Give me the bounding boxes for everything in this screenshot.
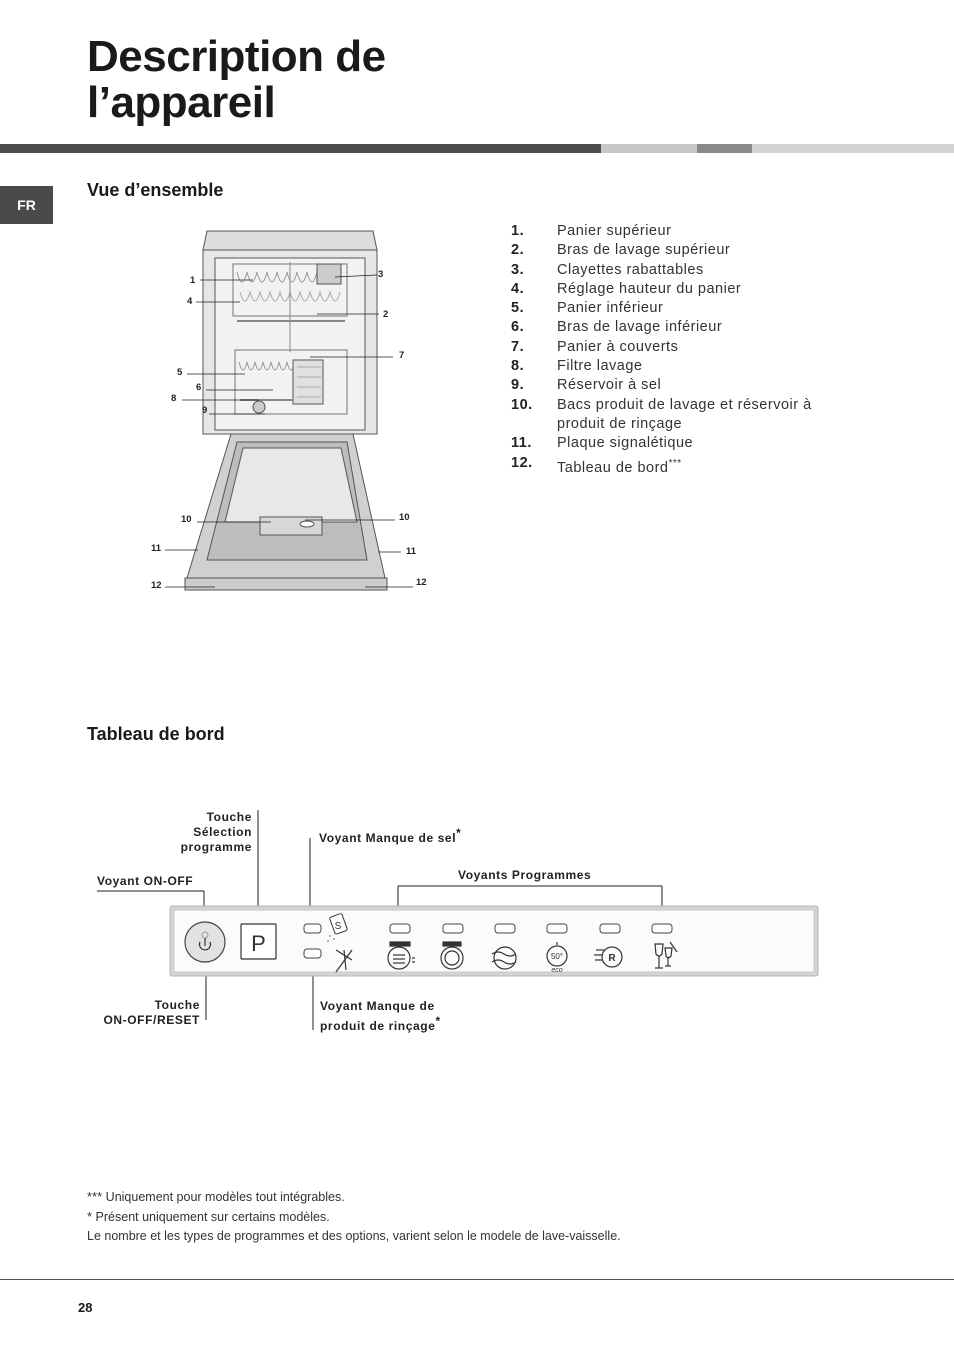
callout-10-left: 10 bbox=[181, 514, 192, 525]
header-bar-dark bbox=[0, 144, 601, 153]
program-led-1 bbox=[390, 924, 410, 933]
label-touche-on-off: Touche ON-OFF/RESET bbox=[103, 998, 200, 1027]
label-touche-selection: Touche Sélection programme bbox=[180, 810, 252, 854]
callout-7: 7 bbox=[399, 350, 405, 361]
callout-2: 2 bbox=[383, 309, 389, 320]
program-led-2 bbox=[443, 924, 463, 933]
footnotes bbox=[87, 1187, 621, 1246]
callout-1: 1 bbox=[190, 275, 196, 286]
list-item: 4. Réglage hauteur du panier bbox=[511, 280, 742, 297]
filter bbox=[253, 401, 265, 413]
program-button-label: P bbox=[251, 931, 266, 956]
door-panel bbox=[225, 448, 357, 522]
callout-9: 9 bbox=[202, 405, 208, 416]
list-item: 10. Bacs produit de lavage et réservoir à produit de rinçage bbox=[511, 396, 812, 432]
list-item: 6. Bras de lavage inférieur bbox=[511, 319, 723, 336]
callout-11-left: 11 bbox=[151, 543, 162, 554]
list-item: 7. Panier à couverts bbox=[511, 338, 679, 355]
header-bar bbox=[0, 144, 954, 153]
salt-led bbox=[304, 924, 321, 933]
footer-rule bbox=[0, 1279, 954, 1280]
callout-6: 6 bbox=[196, 382, 202, 393]
list-item: 8. Filtre lavage bbox=[511, 358, 643, 375]
rinse-aid-led bbox=[304, 949, 321, 958]
on-off-button[interactable] bbox=[185, 922, 225, 962]
callout-10-right: 10 bbox=[399, 512, 410, 523]
footnote: *** Uniquement pour modèles tout intégrables. bbox=[87, 1189, 345, 1204]
program-led-3 bbox=[495, 924, 515, 933]
label-voyant-sel: Voyant Manque de sel* bbox=[319, 826, 462, 845]
header-bar-light-2 bbox=[752, 144, 954, 153]
footnote: * Présent uniquement sur certains modèles. bbox=[87, 1209, 330, 1224]
callout-3: 3 bbox=[378, 269, 384, 280]
parts-list bbox=[511, 222, 851, 478]
control-panel-diagram bbox=[90, 810, 830, 1040]
footnote: Le nombre et les types de programmes et des options, varient selon le modele de lave-vaisselle. bbox=[87, 1229, 621, 1243]
title-line-2: l’appareil bbox=[87, 78, 276, 127]
callout-4: 4 bbox=[187, 296, 193, 307]
callout-12-left: 12 bbox=[151, 580, 162, 591]
header-bar-mid bbox=[697, 144, 752, 153]
page-number: 28 bbox=[78, 1300, 93, 1315]
panel-heading: Tableau de bord bbox=[87, 724, 225, 744]
svg-text:S: S bbox=[334, 921, 342, 932]
svg-text:50°: 50° bbox=[550, 952, 564, 961]
callout-12-right: 12 bbox=[416, 577, 427, 588]
label-voyants-programmes: Voyants Programmes bbox=[458, 868, 592, 882]
title-line-1: Description de bbox=[87, 32, 386, 81]
folding-racks bbox=[317, 264, 341, 284]
label-voyant-rincage: Voyant Manque de produit de rinçage* bbox=[320, 999, 441, 1033]
header-bar-light bbox=[601, 144, 697, 153]
language-tab: FR bbox=[0, 186, 53, 224]
list-item: 12. Tableau de bord*** bbox=[511, 454, 682, 476]
svg-text:R: R bbox=[608, 953, 616, 964]
label-voyant-on-off: Voyant ON-OFF bbox=[97, 874, 194, 888]
program-button[interactable] bbox=[241, 924, 276, 959]
overview-heading: Vue d’ensemble bbox=[87, 180, 224, 200]
svg-text:eco: eco bbox=[551, 967, 563, 974]
page-title bbox=[87, 34, 386, 126]
program-led-5 bbox=[600, 924, 620, 933]
list-item: 2. Bras de lavage supérieur bbox=[511, 242, 731, 259]
list-item: 1. Panier supérieur bbox=[511, 223, 672, 239]
control-panel-strip bbox=[185, 578, 387, 590]
callout-8: 8 bbox=[171, 393, 177, 404]
list-item: 5. Panier inférieur bbox=[511, 300, 664, 317]
list-item: 11. Plaque signalétique bbox=[511, 435, 694, 452]
program-led-6 bbox=[652, 924, 672, 933]
list-item: 3. Clayettes rabattables bbox=[511, 261, 704, 278]
callout-11-right: 11 bbox=[406, 546, 417, 557]
list-item: 9. Réservoir à sel bbox=[511, 377, 662, 394]
program-led-4 bbox=[547, 924, 567, 933]
cabinet-top bbox=[203, 231, 377, 250]
callout-5: 5 bbox=[177, 367, 183, 378]
